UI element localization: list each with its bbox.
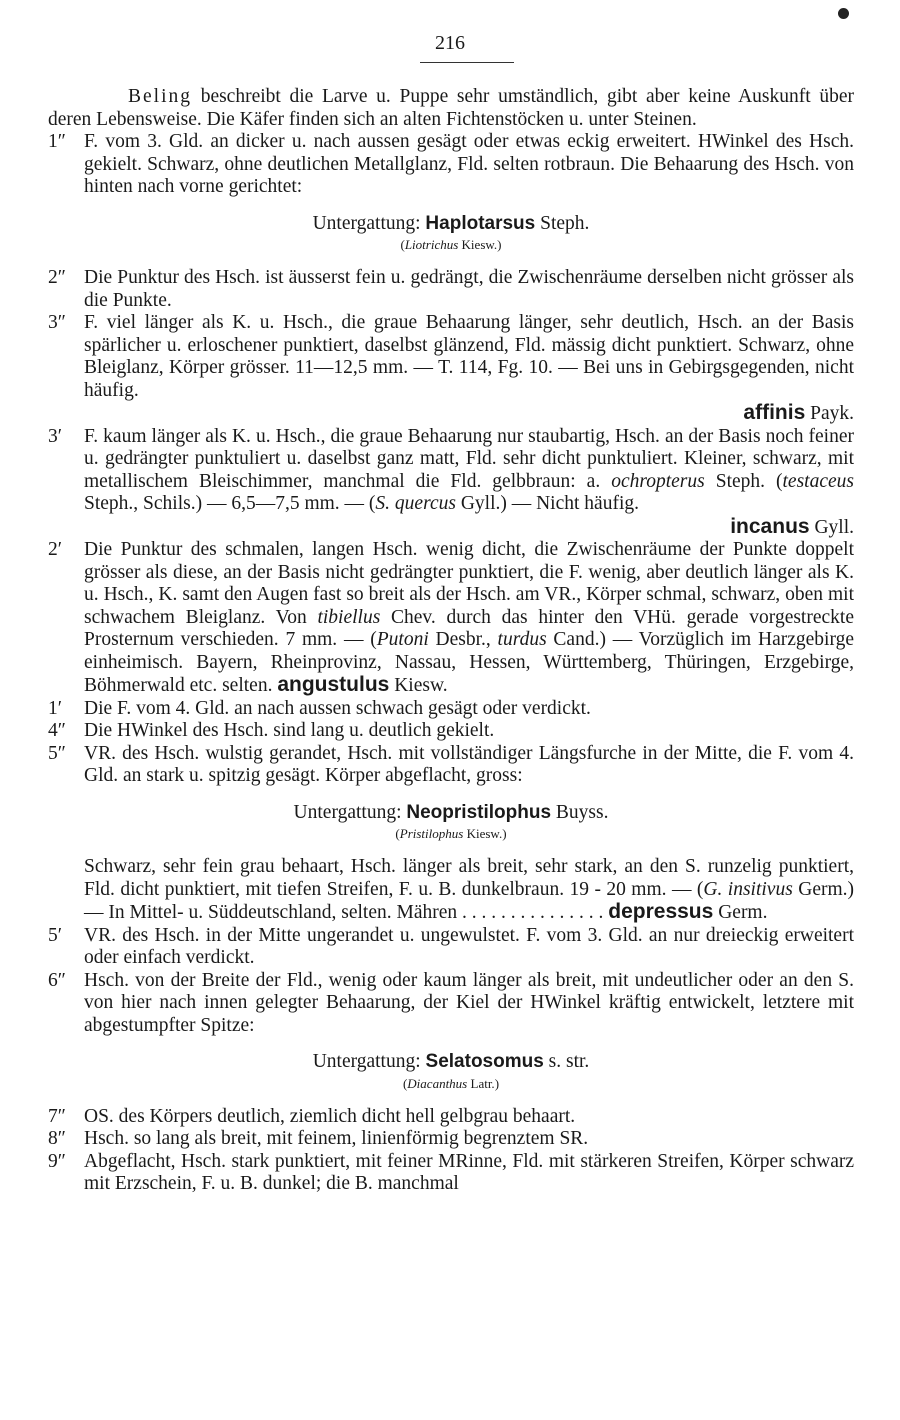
- key-text: Schwarz, sehr fein grau behaart, Hsch. länger als breit, sehr stark, an den S. runzelig punktiert, Fld. dicht punktiert, mit tiefen Streifen, F. u. B. dunkelbraun. 19 - 20 mm. — (: [84, 856, 854, 900]
- key-entry-5d: [48, 925, 854, 970]
- key-text: Abgeflacht, Hsch. stark punktiert, mit feiner MRinne, Fld. mit stärkeren Streifen, Körper schwarz mit Erzschein, F. u. B. dunkel; die B. manchmal: [84, 1150, 854, 1194]
- author-name: Beling: [128, 86, 192, 107]
- key-number-spacer: [48, 856, 84, 925]
- key-number: 2′: [48, 539, 63, 560]
- key-number: 9″: [48, 1150, 66, 1172]
- intro-text: beschreibt die Larve u. Puppe sehr umständlich, gibt aber keine Auskunft über deren Lebensweise. Die Käfer finden sich an alten Fichtenstöcken u. unter Steinen.: [48, 86, 854, 130]
- species-author: Gyll.: [814, 516, 854, 538]
- ink-spot: [838, 8, 849, 19]
- key-entry-2dd: [48, 267, 854, 312]
- key-entry-4dd: [48, 720, 854, 743]
- key-number: 7″: [48, 1105, 66, 1127]
- key-entry-7dd: [48, 1106, 854, 1129]
- synonym-name: Pristilophus: [399, 826, 464, 841]
- key-number: 6″: [48, 969, 66, 991]
- key-text: Die F. vom 4. Gld. an nach aussen schwach gesägt oder verdickt.: [84, 697, 591, 719]
- key-number: 4″: [48, 720, 66, 741]
- key-body: [84, 312, 854, 426]
- synonym-author: Kiesw.: [466, 826, 503, 841]
- italic-name: testaceus: [782, 470, 854, 492]
- subgenus-synonym: (Diacanthus Latr.): [402, 1075, 500, 1091]
- species-author: Germ.: [718, 902, 768, 923]
- subgenus-label: Untergattung:: [312, 1051, 421, 1072]
- key-number: 8″: [48, 1128, 66, 1149]
- subgenus-author: Steph.: [540, 212, 590, 234]
- key-number: 3″: [48, 312, 66, 333]
- key-text: Hsch. von der Breite der Fld., wenig oder kaum länger als breit, mit undeutlicher oder an den S. von hier nach innen gelegter Behaarung, der Kiel der HWinkel kräftig entwickelt, letztere mit abgestumpfter Spitze:: [84, 969, 854, 1036]
- key-entry-3dd: [48, 312, 854, 426]
- page-number: 216: [435, 32, 465, 54]
- species-author: Payk.: [810, 403, 854, 424]
- species-name: angustulus: [277, 673, 390, 696]
- key-text: Cand.) — Vorzüglich im Harzgebirge einheimisch. Bayern, Rheinprovinz, Nassau, Hessen, Württemberg, Thüringen, Erzgebirge, Böhmerwald etc. selten.: [84, 629, 854, 696]
- leader-dots: . . . . . . . . . . . . . . .: [457, 902, 609, 923]
- subgenus-name: Haplotarsus: [425, 212, 536, 234]
- key-number: 1′: [48, 697, 63, 719]
- key-number: 1″: [48, 131, 66, 152]
- key-text: OS. des Körpers deutlich, ziemlich dicht hell gelbgrau behaart.: [84, 1105, 576, 1127]
- key-number: 3′: [48, 425, 63, 447]
- species-author: Kiesw.: [394, 675, 448, 696]
- key-number: 5″: [48, 742, 66, 764]
- key-text: VR. des Hsch. wulstig gerandet, Hsch. mit vollständiger Längsfurche in der Mitte, die F. vom 4. Gld. an stark u. spitzig gesägt. Körper abgeflacht, gross:: [84, 742, 854, 786]
- italic-name: S. quercus: [375, 493, 456, 514]
- key-text: Die Punktur des schmalen, langen Hsch. wenig dicht, die Zwischenräume der Punkte doppelt grösser als diese, an der Basis nicht gedrängter punktiert, die F. wenig, aber deutlich länger als K. u. Hsch., K. samt den Augen fast so breit als der Hsch. am VR., Körper schmal, schwarz, oben mit schwachem Bleiglanz. Von: [84, 539, 854, 628]
- italic-name: tibiellus: [317, 606, 381, 628]
- subgenus-heading-haplotarsus: [48, 213, 854, 236]
- synonym-author: Kiesw.: [461, 237, 498, 252]
- key-text: F. vom 3. Gld. an dicker u. nach aussen gesägt oder etwas eckig erweitert. HWinkel des Hsch. gekielt. Schwarz, ohne deutlichen Metallglanz, Fld. selten rotbraun. Die Behaarung des Hsch. von hinten nach vorne gerichtet:: [84, 131, 854, 197]
- key-text: F. kaum länger als K. u. Hsch., die graue Behaarung nur staubartig, Hsch. an der Basis noch feiner u. gedrängter punktuliert u. daselbst ganz matt, Fld. sehr dicht punktuliert. Kleiner, schwarz, mit metallischem Bleischimmer, manchmal die Fld. gelbbraun: a.: [84, 425, 854, 492]
- subgenus-heading-neopristilophus: [48, 802, 854, 825]
- italic-name: G. insitivus: [703, 878, 793, 900]
- key-text: F. viel länger als K. u. Hsch., die graue Behaarung länger, sehr deutlich, Hsch. an der Basis spärlicher u. erloschener punktiert, daselbst glänzend, Fld. mässig dicht punktiert. Schwarz, ohne Bleiglanz, Körper grösser. 11—12,5 mm. — T. 114, Fg. 10. — Bei uns in Gebirgsgegenden, nicht häufig.: [84, 312, 854, 401]
- subgenus-label: Untergattung:: [312, 212, 421, 234]
- species-name: incanus: [730, 514, 810, 538]
- key-body: [84, 856, 854, 925]
- species-name: affinis: [743, 401, 806, 424]
- subgenus-heading-selatosomus: [48, 1051, 854, 1074]
- key-entry-5dd: [48, 743, 854, 788]
- subgenus-name: Neopristilophus: [406, 801, 552, 823]
- subgenus-label: Untergattung:: [293, 801, 402, 823]
- key-entry-9dd: [48, 1151, 854, 1196]
- key-entry-8dd: [48, 1128, 854, 1151]
- subgenus-author: Buyss.: [555, 801, 609, 823]
- species-line: [84, 402, 854, 426]
- species-name: depressus: [608, 900, 714, 923]
- key-text: Steph. (: [704, 470, 783, 492]
- key-number: 5′: [48, 924, 63, 946]
- key-text: Die Punktur des Hsch. ist äusserst fein u. gedrängt, die Zwischenräume derselben nicht grösser als die Punkte.: [84, 267, 854, 311]
- intro-paragraph: [48, 86, 854, 131]
- synonym-author: Latr.: [470, 1075, 495, 1091]
- synonym-name: Liotrichus: [404, 237, 459, 252]
- key-text: Gyll.) — Nicht häufig.: [455, 493, 639, 514]
- key-entry-1d: [48, 698, 854, 721]
- species-description-depressus: [48, 856, 854, 925]
- key-entry-1dd: [48, 131, 854, 199]
- key-text: VR. des Hsch. in der Mitte ungerandet u. ungewulstet. F. vom 3. Gld. an nur dreieckig erweitert oder einfach verdickt.: [84, 924, 854, 968]
- key-number: 2″: [48, 267, 66, 288]
- species-line: [84, 516, 854, 540]
- italic-name: turdus: [497, 629, 547, 650]
- key-text: Germ.) — In Mittel- u. Süddeutschland, selten. Mähren: [84, 878, 854, 923]
- key-text: Desbr.,: [428, 629, 498, 650]
- italic-name: Putoni: [376, 629, 429, 650]
- page-number-rule: [420, 62, 514, 63]
- key-entry-2d: [48, 539, 854, 698]
- key-body: [84, 539, 854, 698]
- subgenus-synonym: (Pristilophus Kiesw.): [395, 826, 507, 841]
- key-entry-3d: [48, 426, 854, 540]
- key-entry-6dd: [48, 970, 854, 1038]
- key-text: Steph., Schils.) — 6,5—7,5 mm. — (: [84, 493, 376, 514]
- synonym-name: Diacanthus: [407, 1075, 468, 1091]
- key-text: Die HWinkel des Hsch. sind lang u. deutlich gekielt.: [84, 720, 495, 741]
- key-text: Chev. durch das hinter den VHü. gerade vorgestreckte Prosternum verschieden. 7 mm. — (: [84, 606, 854, 650]
- subgenus-author: s. str.: [548, 1051, 590, 1072]
- subgenus-name: Selatosomus: [425, 1051, 544, 1072]
- italic-name: ochropterus: [611, 470, 705, 492]
- key-text: Hsch. so lang als breit, mit feinem, linienförmig begrenztem SR.: [84, 1128, 589, 1149]
- page-content: [48, 86, 854, 1196]
- subgenus-synonym: (Liotrichus Kiesw.): [400, 237, 502, 252]
- key-body: [84, 426, 854, 540]
